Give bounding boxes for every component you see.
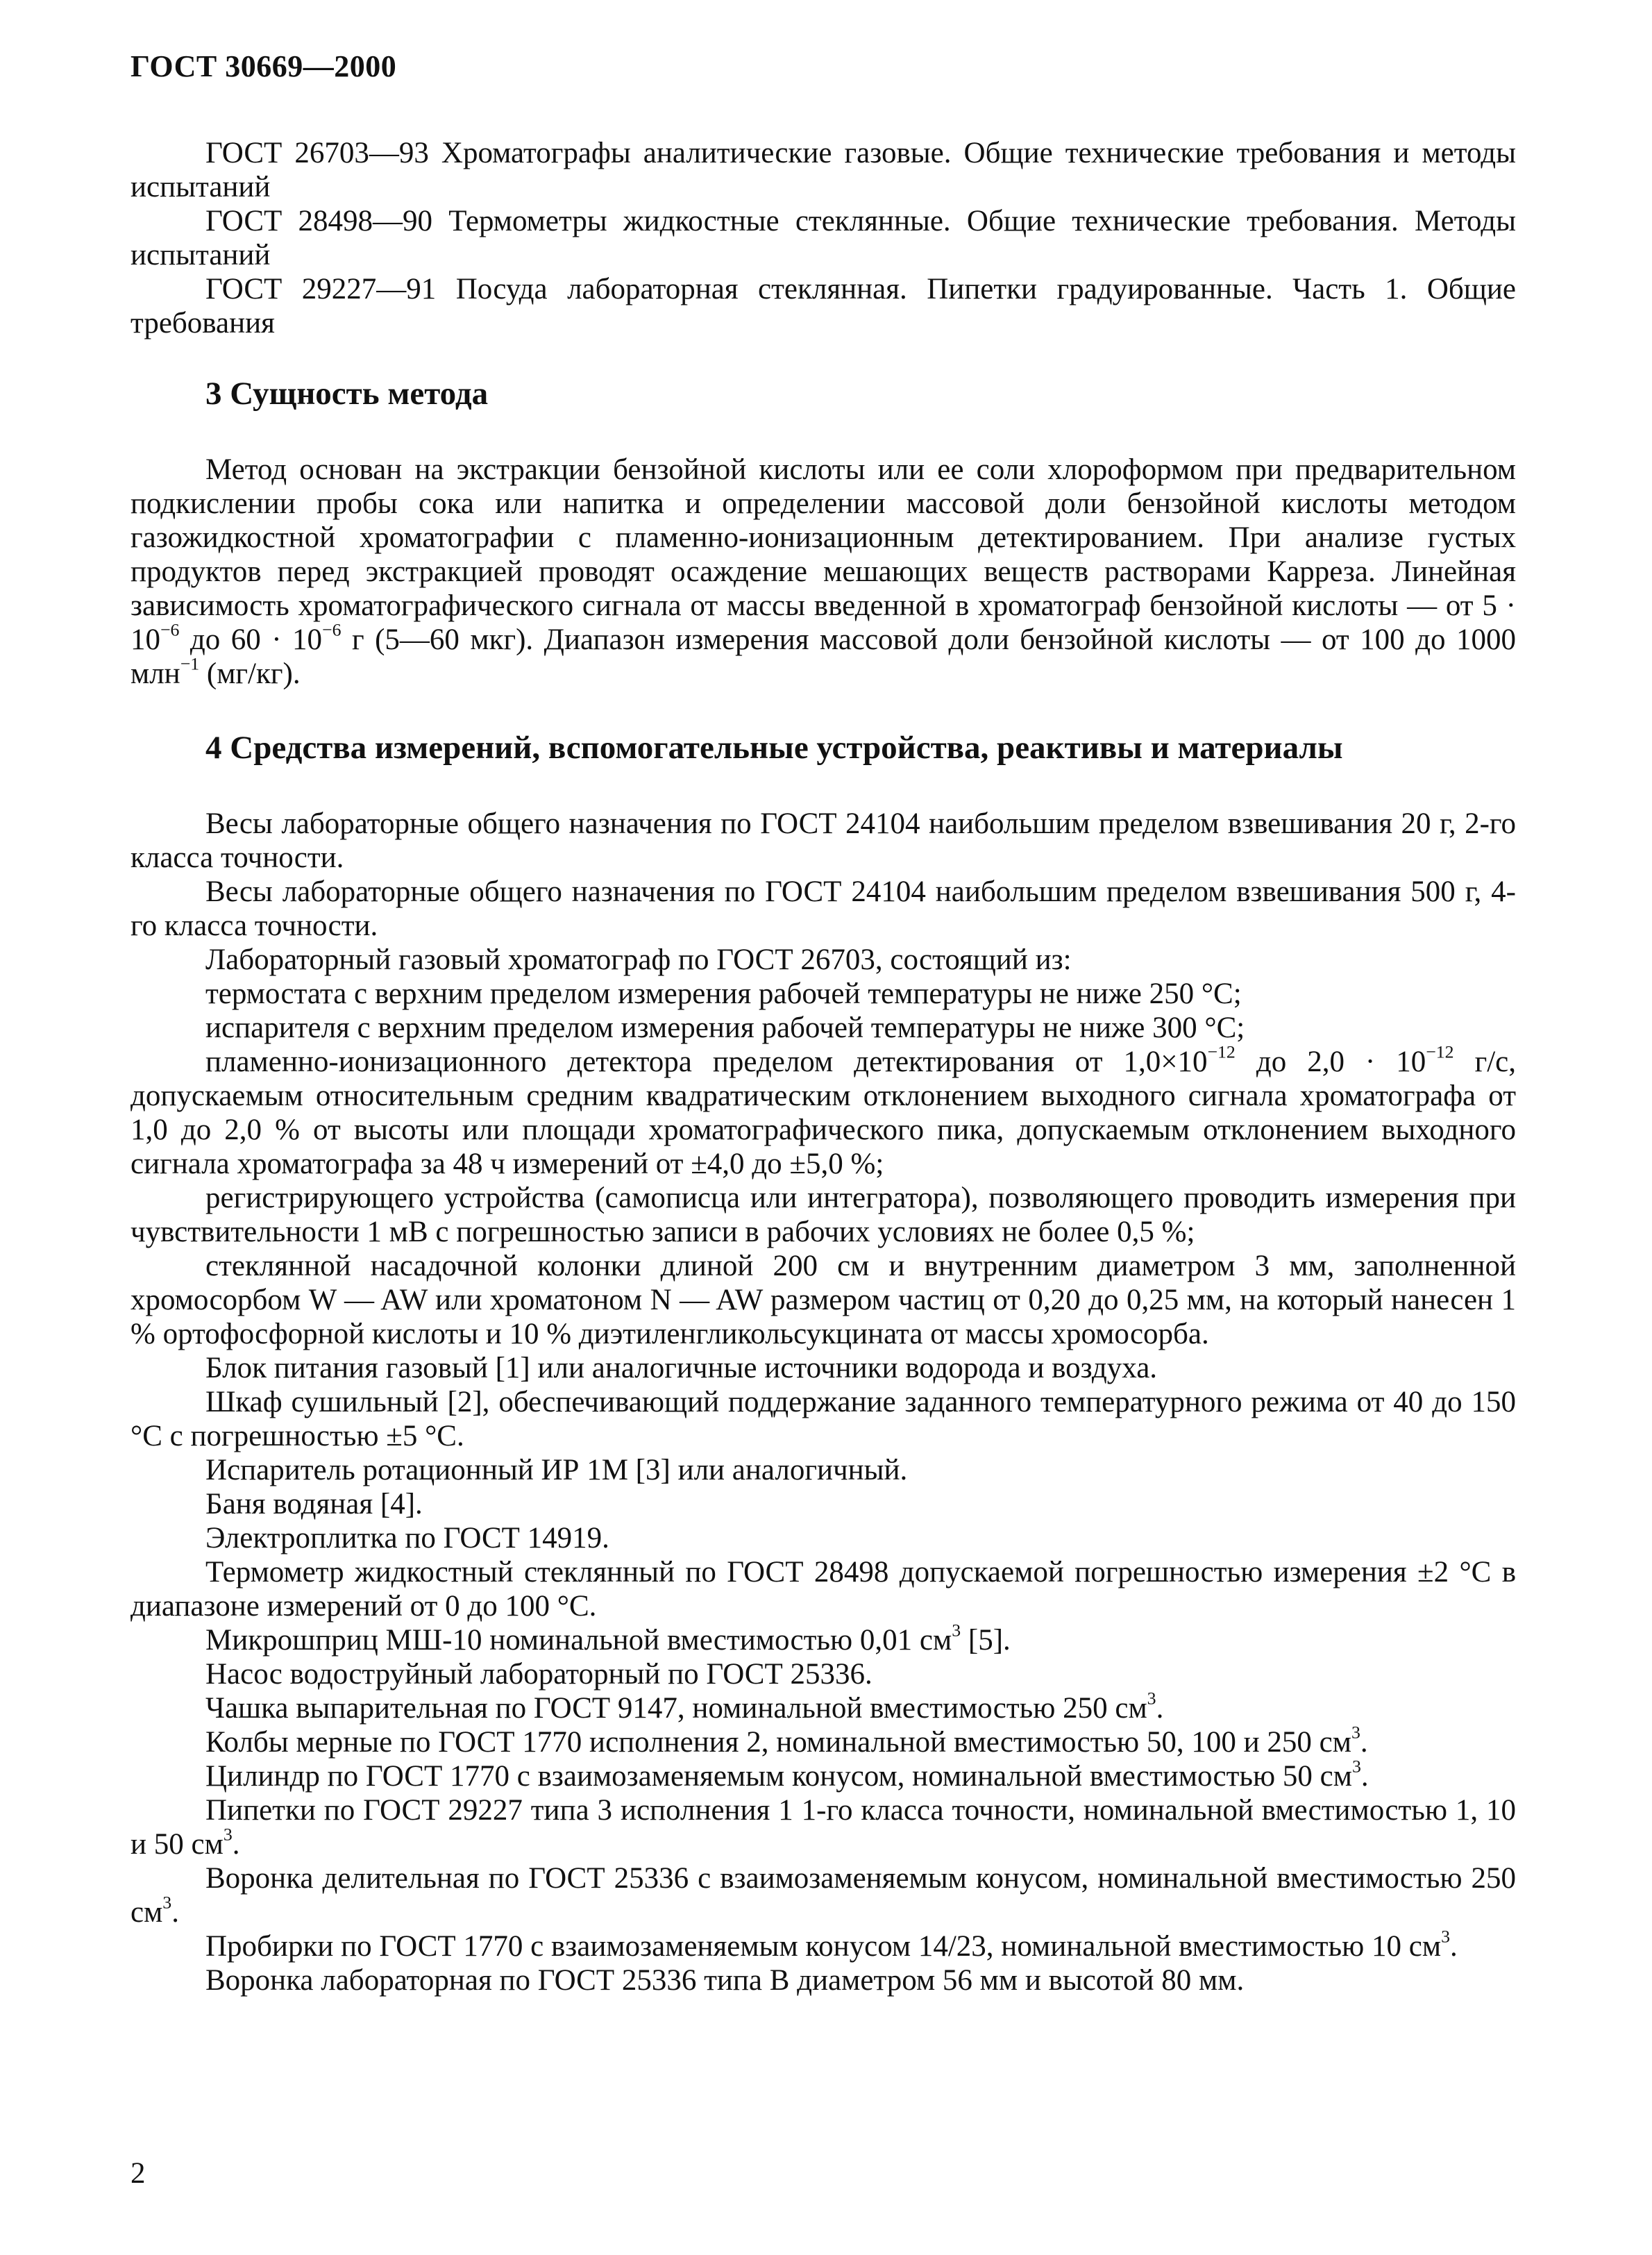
section-4-paragraph: Термометр жидкостный стеклянный по ГОСТ 28498 допускаемой погрешностью измерения ±2 °С в диапазоне измерений от 0 до 100 °С. [130,1556,1516,1623]
section-4-paragraph: Лабораторный газовый хроматограф по ГОСТ 26703, состоящий из: [205,944,1072,976]
section-4-paragraph: стеклянной насадочной колонки длиной 200 см и внутренним диаметром 3 мм, заполненной хромосорбом W — AW или хроматоном N — AW размером частиц от 0,20 до 0,25 мм, на который нанесен 1 % ортофосфорной кислоты и 10 % диэтиленгликольсукцината от массы хромосорба. [130,1250,1516,1350]
document-header: ГОСТ 30669—2000 [130,49,397,83]
section-4-paragraph: Весы лабораторные общего назначения по ГОСТ 24104 наибольшим пределом взвешивания 20 г, 2-го класса точности. [130,807,1516,874]
section-4-paragraph: Испаритель ротационный ИР 1М [3] или аналогичный. [205,1454,908,1486]
section-4-paragraph: Баня водяная [4]. [205,1488,423,1520]
section-4-paragraph: термостата с верхним пределом измерения рабочей температуры не ниже 250 °С; [205,978,1242,1010]
section-4-body [130,807,1516,1997]
section-4-paragraph: Электроплитка по ГОСТ 14919. [205,1522,609,1554]
reference-item: ГОСТ 29227—91 Посуда лабораторная стеклянная. Пипетки градуированные. Часть 1. Общие требования [130,273,1516,339]
section-4-paragraph: Чашка выпарительная по ГОСТ 9147, номинальной вместимостью 250 $см^3$. [205,1688,1164,1725]
section-4-paragraph: Блок питания газовый [1] или аналогичные источники водорода и воздуха. [205,1352,1158,1384]
section-4-paragraph: Микрошприц МШ-10 номинальной вместимостью 0,01 $см^3$ [5]. [205,1620,1011,1657]
section-3-body [130,453,1516,691]
section-4-paragraph: пламенно-ионизационного детектора пределом детектирования от $1,0\times 10^{-12}$ до $2,0 \cdot 10^{-12}$ г/с, допускаемым относительным средним квадратическим отклонением выходного сигнала хроматографа от 1,0 до 2,0 % от высоты или площади хроматографического пика, допускаемым отклонением выходного сигнала хроматографа за 48 ч измерений от ±4,0 до ±5,0 %; [130,1041,1516,1180]
section-4-paragraph: Насос водоструйный лабораторный по ГОСТ 25336. [205,1658,873,1691]
page-number: 2 [130,2157,146,2190]
section-4-paragraph: регистрирующего устройства (самописца или интегратора), позволяющего проводить измерения при чувствительности 1 мВ с погрешностью записи в рабочих условиях не более 0,5 %; [130,1182,1516,1248]
section-4-paragraph: Воронка делительная по ГОСТ 25336 с взаимозаменяемым конусом, номинальной вместимостью 250 $см^3$. [130,1862,1516,1929]
section-4-paragraph: Шкаф сушильный [2], обеспечивающий поддержание заданного температурного режима от 40 до 150 °С с погрешностью ±5 °С. [130,1386,1516,1452]
section-3-paragraph: Метод основан на экстракции бензойной кислоты или ее соли хлороформом при предварительном подкислении пробы сока или напитка и определении массовой доли бензойной кислоты методом газожидкостной хроматографии с пламенно-ионизационным детектированием. При анализе густых продуктов перед экстракцией проводят осаждение мешающих веществ растворами Карреза. Линейная зависимость хроматографического сигнала от массы введенной в хроматограф бензойной кислоты — от $5 \cdot 10^{-6}$ до $60 \cdot 10^{-6}$ г (5—60 мкг). Диапазон измерения массовой доли бензойной кислоты — от 100 до 1000 млн$^{-1}$ (мг/кг). [130,453,1516,690]
section-4-paragraph: Весы лабораторные общего назначения по ГОСТ 24104 наибольшим пределом взвешивания 500 г, 4-го класса точности. [130,875,1516,942]
section-4-paragraph: Цилиндр по ГОСТ 1770 с взаимозаменяемым конусом, номинальной вместимостью 50 $см^3$. [205,1756,1369,1793]
section-3-heading: 3 Сущность метода [205,376,489,412]
section-4-heading: 4 Средства измерений, вспомогательные устройства, реактивы и материалы [205,730,1343,766]
reference-item: ГОСТ 26703—93 Хроматографы аналитические газовые. Общие технические требования и методы испытаний [130,137,1516,203]
reference-item: ГОСТ 28498—90 Термометры жидкостные стеклянные. Общие технические требования. Методы испытаний [130,205,1516,271]
section-4-paragraph: испарителя с верхним пределом измерения рабочей температуры не ниже 300 °С; [205,1012,1245,1044]
section-4-paragraph: Пипетки по ГОСТ 29227 типа 3 исполнения 1 1-го класса точности, номинальной вместимостью 1, 10 и 50 $см^3$. [130,1794,1516,1861]
section-4-paragraph: Колбы мерные по ГОСТ 1770 исполнения 2, номинальной вместимостью 50, 100 и 250 $см^3$. [205,1722,1368,1759]
references-block [130,136,1516,340]
section-4-paragraph: Пробирки по ГОСТ 1770 с взаимозаменяемым конусом 14/23, номинальной вместимостью 10 $см^3$. [205,1926,1458,1963]
section-4-paragraph: Воронка лабораторная по ГОСТ 25336 типа В диаметром 56 мм и высотой 80 мм. [205,1964,1245,1997]
